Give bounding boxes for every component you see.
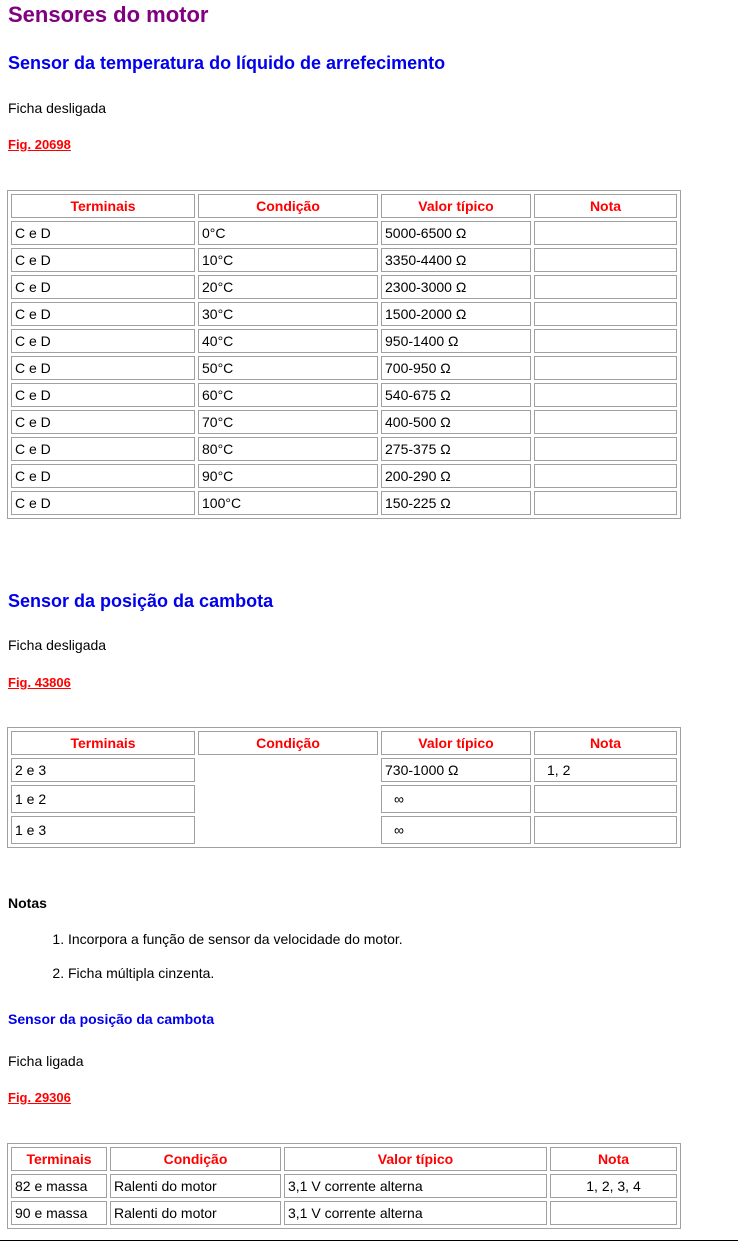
cell-note (534, 410, 677, 434)
connector-state: Ficha desligada (8, 100, 107, 116)
cell-condition: 40°C (198, 329, 378, 353)
cell-note (534, 464, 677, 488)
cell-typical-value: 1500-2000 Ω (381, 302, 531, 326)
cell-terminals: C e D (11, 410, 195, 434)
cell-condition: 50°C (198, 356, 378, 380)
column-header-condition: Condição (110, 1147, 281, 1171)
table-row (11, 437, 677, 461)
table-row (11, 410, 677, 434)
cell-typical-value: 700-950 Ω (381, 356, 531, 380)
cell-note (534, 383, 677, 407)
section-heading-coolant-temp: Sensor da temperatura do líquido de arrefecimento (8, 53, 446, 73)
column-header-terminals: Terminais (11, 194, 195, 218)
cell-typical-value: ∞ (381, 785, 531, 813)
cell-typical-value: 3,1 V corrente alterna (284, 1174, 547, 1198)
cell-condition: 30°C (198, 302, 378, 326)
cell-typical-value: 5000-6500 Ω (381, 221, 531, 245)
table-row (11, 1174, 677, 1198)
cell-terminals: C e D (11, 437, 195, 461)
note-item: 1. Incorpora a função de sensor da velocidade do motor. (68, 930, 403, 948)
page-title: Sensores do motor (8, 2, 209, 27)
cell-terminals: 82 e massa (11, 1174, 107, 1198)
cell-condition: 100°C (198, 491, 378, 515)
cell-typical-value: 2300-3000 Ω (381, 275, 531, 299)
cell-typical-value: 150-225 Ω (381, 491, 531, 515)
cell-typical-value: 3350-4400 Ω (381, 248, 531, 272)
cell-typical-value: 200-290 Ω (381, 464, 531, 488)
table-row (11, 491, 677, 515)
bottom-divider (0, 1240, 738, 1241)
column-header-terminals: Terminais (11, 1147, 107, 1171)
column-header-typical-value: Valor típico (381, 731, 531, 755)
cell-note (534, 491, 677, 515)
cell-typical-value: 730-1000 Ω (381, 758, 531, 782)
cell-terminals: C e D (11, 491, 195, 515)
section-heading-crankshaft-position-connected: Sensor da posição da cambota (8, 1011, 215, 1027)
crankshaft-position-table (7, 727, 681, 848)
note-item: 2. Ficha múltipla cinzenta. (68, 964, 403, 982)
table-row (11, 464, 677, 488)
cell-terminals: C e D (11, 383, 195, 407)
cell-note (534, 221, 677, 245)
cell-terminals: C e D (11, 356, 195, 380)
cell-typical-value: 3,1 V corrente alterna (284, 1201, 547, 1225)
cell-typical-value: 950-1400 Ω (381, 329, 531, 353)
cell-typical-value: 400-500 Ω (381, 410, 531, 434)
table-header-row (11, 731, 677, 755)
cell-terminals: 1 e 3 (11, 816, 195, 844)
table-row (11, 275, 677, 299)
cell-condition: 0°C (198, 221, 378, 245)
cell-terminals: 2 e 3 (11, 758, 195, 782)
cell-note: 1, 2, 3, 4 (550, 1174, 677, 1198)
cell-note (534, 356, 677, 380)
figure-link[interactable]: Fig. 29306 (8, 1090, 71, 1105)
cell-condition: 70°C (198, 410, 378, 434)
table-row (11, 356, 677, 380)
cell-condition: Ralenti do motor (110, 1201, 281, 1225)
table-row (11, 1201, 677, 1225)
crankshaft-position-connected-table (7, 1143, 681, 1229)
cell-terminals: 1 e 2 (11, 785, 195, 813)
table-header-row (11, 194, 677, 218)
connector-state: Ficha ligada (8, 1053, 84, 1069)
figure-link[interactable]: Fig. 43806 (8, 675, 71, 690)
connector-state: Ficha desligada (8, 637, 107, 653)
cell-condition: 90°C (198, 464, 378, 488)
cell-condition (198, 758, 378, 844)
table-row (11, 248, 677, 272)
column-header-condition: Condição (198, 194, 378, 218)
cell-terminals: C e D (11, 275, 195, 299)
cell-note (550, 1201, 677, 1225)
cell-terminals: C e D (11, 464, 195, 488)
notes-title: Notas (8, 895, 47, 911)
cell-note (534, 329, 677, 353)
column-header-note: Nota (534, 194, 677, 218)
cell-terminals: 90 e massa (11, 1201, 107, 1225)
coolant-temp-table (7, 190, 681, 519)
notes-list (50, 930, 403, 998)
cell-note (534, 785, 677, 813)
cell-note (534, 302, 677, 326)
column-header-condition: Condição (198, 731, 378, 755)
section-heading-crankshaft-position: Sensor da posição da cambota (8, 591, 274, 611)
cell-note (534, 437, 677, 461)
cell-note (534, 816, 677, 844)
cell-typical-value: 275-375 Ω (381, 437, 531, 461)
table-row (11, 329, 677, 353)
table-row (11, 758, 677, 782)
cell-condition: 10°C (198, 248, 378, 272)
column-header-typical-value: Valor típico (284, 1147, 547, 1171)
column-header-note: Nota (534, 731, 677, 755)
cell-note (534, 275, 677, 299)
cell-typical-value: 540-675 Ω (381, 383, 531, 407)
table-row (11, 302, 677, 326)
cell-condition: 20°C (198, 275, 378, 299)
column-header-terminals: Terminais (11, 731, 195, 755)
table-row (11, 221, 677, 245)
column-header-note: Nota (550, 1147, 677, 1171)
cell-note: 1, 2 (534, 758, 677, 782)
table-row (11, 383, 677, 407)
cell-terminals: C e D (11, 302, 195, 326)
table-header-row (11, 1147, 677, 1171)
figure-link[interactable]: Fig. 20698 (8, 137, 71, 152)
column-header-typical-value: Valor típico (381, 194, 531, 218)
cell-condition: 60°C (198, 383, 378, 407)
cell-terminals: C e D (11, 248, 195, 272)
cell-typical-value: ∞ (381, 816, 531, 844)
cell-terminals: C e D (11, 221, 195, 245)
cell-condition: 80°C (198, 437, 378, 461)
cell-note (534, 248, 677, 272)
cell-condition: Ralenti do motor (110, 1174, 281, 1198)
cell-terminals: C e D (11, 329, 195, 353)
